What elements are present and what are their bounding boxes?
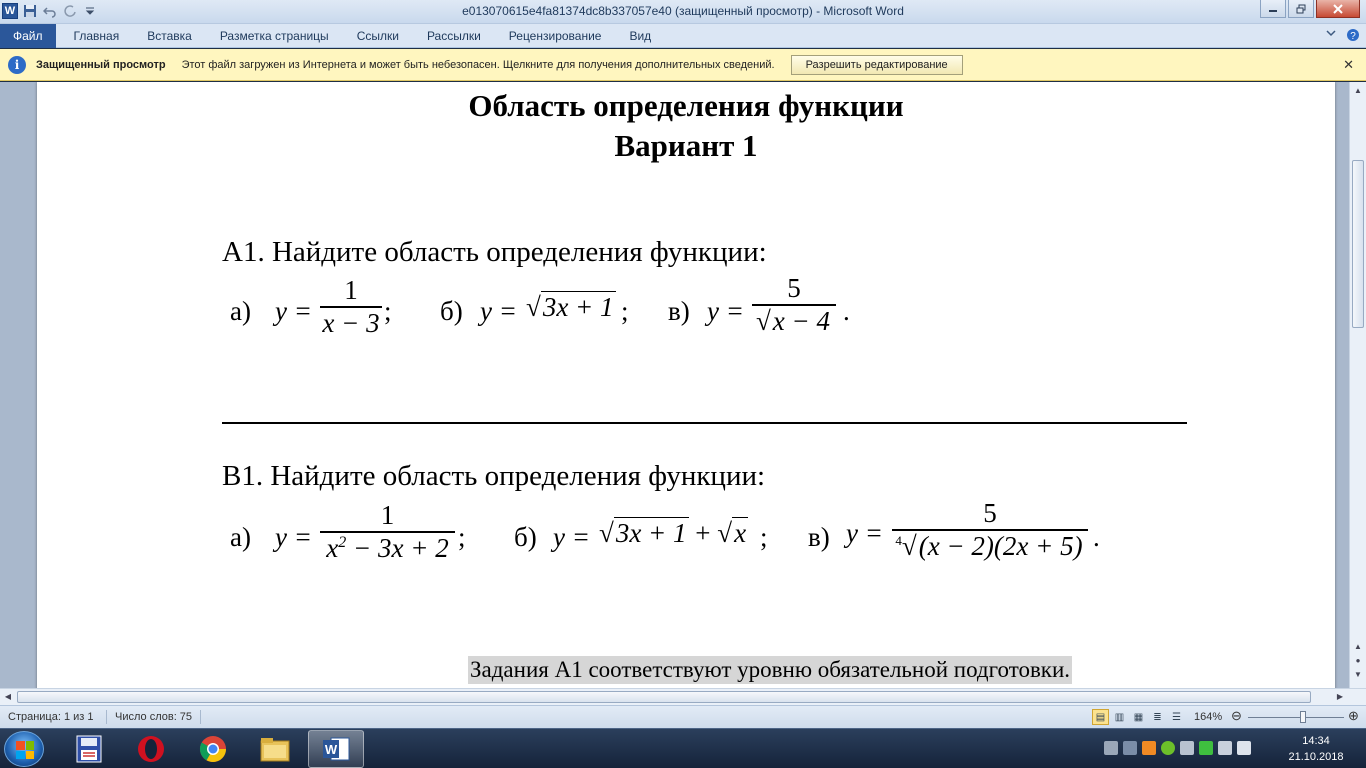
horizontal-rule (222, 422, 1187, 424)
divider (106, 710, 107, 724)
separator: ; (458, 522, 466, 552)
a1-a-denominator: x − 3 (322, 307, 380, 338)
outline-icon[interactable]: ≣ (1153, 711, 1162, 723)
svg-text:W: W (324, 742, 338, 757)
scroll-left-icon[interactable]: ◀ (4, 692, 12, 701)
b1-a-lhs: y = (275, 522, 312, 552)
protected-view-message[interactable]: Этот файл загружен из Интернета и может быть небезопасен. Щелкните для получения дополнительных сведений. (181, 58, 775, 71)
print-layout-icon[interactable]: ▤ (1092, 709, 1109, 725)
info-icon: i (8, 56, 26, 74)
minimize-button[interactable] (1260, 0, 1286, 18)
b1-label-a: а) (230, 522, 251, 552)
close-window-button[interactable] (1316, 0, 1360, 18)
root-index: 4 (895, 532, 902, 548)
a1-label-c: в) (668, 296, 690, 326)
window-title: e013070615e4fa81374dc8b337057e40 (защищенный просмотр) - Microsoft Word (462, 4, 904, 18)
taskbar-app-word[interactable] (308, 730, 364, 768)
start-button[interactable] (4, 731, 44, 767)
tab-view[interactable]: Вид (629, 28, 652, 43)
browse-object-icon[interactable]: ● (1355, 656, 1361, 665)
a1-a-lhs: y = (275, 296, 312, 326)
b1-a-fraction (320, 500, 455, 564)
folder-icon (259, 735, 291, 763)
help-icon[interactable] (1346, 28, 1360, 45)
steam-icon[interactable] (1104, 741, 1118, 755)
flag-icon[interactable] (1180, 741, 1194, 755)
b1-label-b: б) (514, 522, 537, 552)
zoom-out-icon[interactable]: ⊖ (1231, 708, 1242, 723)
a1-a-numerator: 1 (344, 275, 358, 305)
floppy-icon (75, 734, 103, 764)
b1-c-numerator: 5 (983, 498, 997, 528)
b1-b-expression (599, 518, 748, 549)
svg-text:?: ? (1350, 31, 1356, 42)
status-bar (0, 705, 1366, 728)
a1-c-radicand: x − 4 (772, 305, 831, 336)
b1-b-radicand-1: 3x + 1 (615, 518, 687, 548)
b1-a-denominator: $x^2 - 3x + 2$ (326, 532, 449, 563)
scroll-up-icon[interactable]: ▲ (1354, 86, 1362, 95)
divider (200, 710, 201, 724)
window-controls (1260, 0, 1360, 18)
draft-icon[interactable]: ☰ (1172, 711, 1181, 723)
horizontal-scrollbar[interactable] (0, 688, 1366, 705)
opera-icon (136, 734, 166, 764)
a1-label-b: б) (440, 296, 463, 326)
sqrt-icon: √ (755, 305, 771, 336)
horizontal-scroll-thumb[interactable] (17, 691, 1311, 703)
a1-c-lhs: y = (707, 296, 744, 326)
terminator: . (1093, 522, 1100, 552)
b1-b-lhs: y = (553, 522, 590, 552)
ribbon-right-icons (1326, 28, 1360, 45)
a1-b-lhs: y = (480, 296, 517, 326)
tab-home[interactable]: Главная (73, 28, 120, 43)
word-app-icon[interactable]: W (2, 3, 18, 19)
sqrt-icon: √ (599, 518, 614, 548)
word-count[interactable]: Число слов: 75 (115, 711, 193, 723)
restore-button[interactable] (1288, 0, 1314, 18)
sqrt-icon: √ (717, 518, 733, 548)
vertical-scrollbar[interactable] (1349, 82, 1366, 688)
taskbar (0, 728, 1366, 768)
update-icon[interactable] (1161, 741, 1175, 755)
word-icon (321, 734, 351, 764)
protected-view-bar (0, 49, 1366, 81)
tab-insert[interactable]: Вставка (147, 28, 192, 43)
document-area[interactable] (0, 82, 1349, 688)
scroll-up-icon[interactable]: ▲ (1354, 642, 1362, 651)
zoom-slider-knob[interactable] (1300, 711, 1306, 723)
system-tray (1104, 741, 1251, 755)
protected-view-title: Защищенный просмотр (36, 58, 166, 71)
task-b1-heading: В1. Найдите область определения функции: (222, 460, 766, 492)
taskbar-app-opera[interactable] (123, 730, 179, 768)
title-bar (0, 0, 1366, 24)
separator: ; (621, 296, 629, 326)
scroll-right-icon[interactable]: ▶ (1336, 692, 1344, 701)
tab-review[interactable]: Рецензирование (508, 28, 602, 43)
task-a1-heading: А1. Найдите область определения функции: (222, 236, 767, 268)
a1-c-numerator: 5 (787, 273, 801, 303)
sqrt-icon: √ (901, 530, 917, 561)
sqrt-icon: √ (526, 292, 541, 322)
ribbon-tabs (0, 24, 1366, 48)
scroll-down-icon[interactable]: ▼ (1354, 670, 1362, 679)
tab-page-layout[interactable]: Разметка страницы (219, 28, 329, 43)
antivirus-icon[interactable] (1142, 741, 1156, 755)
tab-file[interactable]: Файл (0, 24, 56, 48)
highlighted-note: Задания А1 соответствуют уровню обязательной подготовки. (470, 657, 1071, 682)
zoom-slider[interactable] (1248, 717, 1344, 718)
plus-sign: + (695, 518, 711, 548)
vertical-scroll-thumb[interactable] (1352, 160, 1364, 328)
view-buttons (1092, 709, 1185, 725)
close-icon (1333, 4, 1343, 14)
windows-logo-icon (16, 741, 34, 759)
tab-references[interactable]: Ссылки (356, 28, 399, 43)
document-title: Область определения функции (468, 88, 904, 123)
minimize-ribbon-icon[interactable] (1326, 28, 1336, 45)
page-count[interactable]: Страница: 1 из 1 (8, 711, 94, 723)
a1-a-fraction (320, 275, 382, 339)
a1-c-denominator (752, 306, 836, 337)
separator: ; (384, 296, 392, 326)
b1-c-denominator (892, 531, 1088, 562)
a1-b-radicand: 3x + 1 (542, 292, 614, 322)
minimize-icon (1268, 5, 1278, 13)
variant-title: Вариант 1 (614, 128, 758, 163)
network-icon[interactable] (1218, 741, 1232, 755)
battery-icon[interactable] (1199, 741, 1213, 755)
taskbar-app-floppy[interactable] (61, 730, 117, 768)
clock-time: 14:34 (1302, 735, 1330, 747)
taskbar-app-chrome[interactable] (185, 730, 241, 768)
b1-c-fraction (892, 498, 1088, 562)
clock[interactable] (1280, 733, 1352, 765)
a1-label-a: а) (230, 296, 251, 326)
clock-date: 21.10.2018 (1288, 751, 1344, 763)
enable-editing-button[interactable]: Разрешить редактирование (791, 55, 963, 75)
tab-mailings[interactable]: Рассылки (426, 28, 481, 43)
b1-a-numerator: 1 (380, 500, 395, 530)
network-sync-icon[interactable] (1123, 741, 1137, 755)
document-page[interactable] (37, 82, 1335, 688)
full-screen-reading-icon[interactable]: ▥ (1114, 711, 1125, 723)
zoom-in-icon[interactable]: ⊕ (1348, 708, 1359, 723)
b1-label-c: в) (808, 522, 830, 552)
b1-b-radicand-2: x (734, 518, 747, 548)
b1-c-lhs: y = (846, 518, 883, 548)
b1-c-radicand: (x − 2)(2x + 5) (918, 530, 1083, 561)
a1-b-sqrt (526, 292, 616, 323)
zoom-level[interactable]: 164% (1194, 711, 1223, 723)
chrome-icon (198, 734, 228, 764)
close-bar-icon[interactable]: ✕ (1343, 57, 1354, 72)
restore-icon (1296, 4, 1306, 14)
terminator: . (843, 296, 850, 326)
a1-c-fraction (752, 273, 836, 337)
separator: ; (760, 522, 768, 552)
volume-icon[interactable] (1237, 741, 1251, 755)
web-layout-icon[interactable]: ▦ (1133, 711, 1144, 723)
taskbar-app-explorer[interactable] (247, 730, 303, 768)
